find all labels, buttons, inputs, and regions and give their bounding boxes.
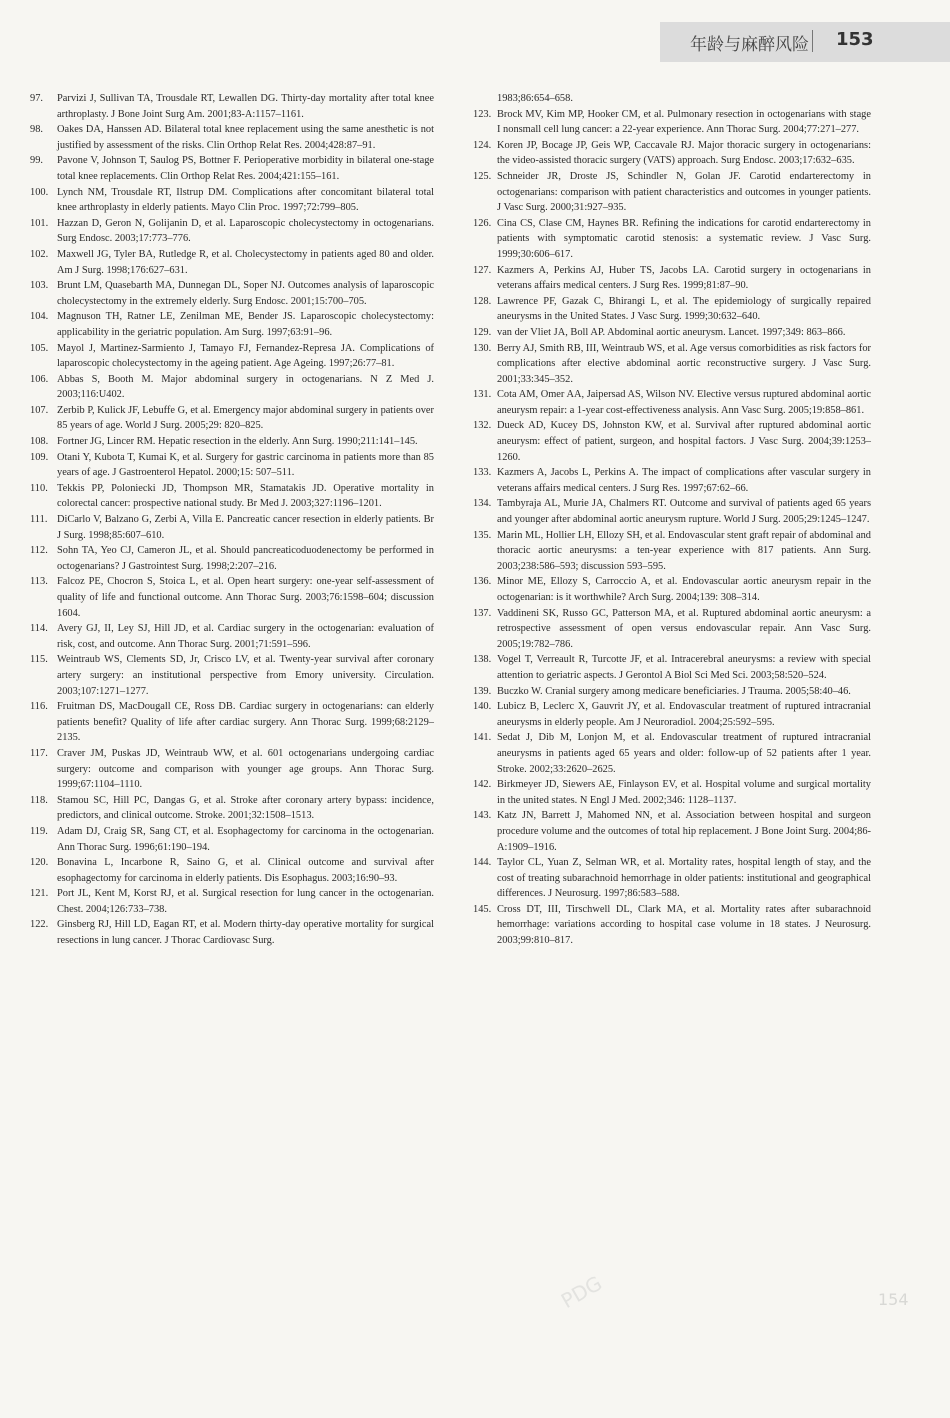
reference-number: 118.: [30, 794, 48, 806]
reference-text: Hazzan D, Geron N, Golijanin D, et al. Laparoscopic cholecystectomy in octogenarians. Surg Endosc. 2003;17:773–776.: [57, 217, 434, 245]
reference-number: 110.: [30, 482, 48, 494]
reference-number: 103.: [30, 280, 49, 292]
header-divider: [812, 30, 813, 52]
reference-item: [30, 403, 434, 434]
reference-item: [30, 824, 434, 855]
reference-text: Lynch NM, Trousdale RT, Ilstrup DM. Complications after concomitant bilateral total knee arthroplasty in elderly patients. Mayo Clin Proc. 1997;72:799–805.: [57, 186, 434, 214]
reference-text: Fortner JG, Lincer RM. Hepatic resection in the elderly. Ann Surg. 1990;211:141–145.: [57, 436, 418, 448]
reference-number: 140.: [473, 701, 492, 713]
reference-number: 144.: [473, 857, 492, 869]
reference-item: [30, 481, 434, 512]
reference-item: [473, 107, 871, 138]
reference-number: 142.: [473, 779, 492, 791]
reference-item: [30, 574, 434, 621]
reference-text: Ginsberg RJ, Hill LD, Eagan RT, et al. Modern thirty-day operative mortality for surgical resections in lung cancer. J Thorac Cardiovasc Surg.: [57, 919, 434, 947]
reference-item: [30, 917, 434, 948]
reference-number: 126.: [473, 217, 492, 229]
reference-text: van der Vliet JA, Boll AP. Abdominal aortic aneurysm. Lancet. 1997;349: 863–866.: [497, 326, 846, 338]
reference-item: [473, 387, 871, 418]
reference-text: Berry AJ, Smith RB, III, Weintraub WS, et al. Age versus comorbidities as risk factors for complications after elective abdominal aortic reconstructive surgery. J Vasc Surg. 2001;33:345–352.: [497, 342, 871, 385]
reference-number: 133.: [473, 467, 492, 479]
reference-item: [473, 730, 871, 777]
reference-number: 127.: [473, 264, 492, 276]
reference-item: [30, 278, 434, 309]
running-header-title: 年龄与麻醉风险: [690, 35, 809, 55]
reference-item: [473, 465, 871, 496]
reference-number: 119.: [30, 825, 48, 837]
reference-number: 98.: [30, 124, 43, 136]
reference-text: Katz JN, Barrett J, Mahomed NN, et al. Association between hospital and surgeon procedure volume and the outcomes of total hip replacement. J Bone Joint Surg. 2004;86-A:1909–1916.: [497, 810, 871, 853]
reference-item: [30, 793, 434, 824]
reference-item: [30, 746, 434, 793]
reference-text: Marin ML, Hollier LH, Ellozy SH, et al. Endovascular stent graft repair of abdominal and thoracic aortic aneurysms: a ten-year experience with 817 patients. Ann Surg. 2003;238:586–593; discussion 593–595.: [497, 529, 871, 572]
reference-text: Avery GJ, II, Ley SJ, Hill JD, et al. Cardiac surgery in the octogenarian: evaluation of risk, cost, and outcome. Ann Thorac Surg. 2001;71:591–596.: [57, 623, 434, 650]
reference-text: Pavone V, Johnson T, Saulog PS, Bottner F. Perioperative morbidity in bilateral one-stage total knee replacements. Clin Orthop Relat Res. 2004;421:155–161.: [57, 155, 434, 182]
watermark: PDG: [556, 1270, 607, 1314]
reference-item: [473, 496, 871, 527]
reference-item: [30, 652, 434, 699]
reference-item: [30, 153, 434, 184]
reference-item: [473, 855, 871, 902]
reference-number: 137.: [473, 607, 492, 619]
reference-text: Brunt LM, Quasebarth MA, Dunnegan DL, Soper NJ. Outcomes analysis of laparoscopic cholecystectomy in the extremely elderly. Surg Endosc. 2001;15:700–705.: [57, 280, 434, 307]
reference-item: [30, 372, 434, 403]
reference-item: [30, 247, 434, 278]
right-reference-column: [473, 91, 871, 949]
reference-number: 139.: [473, 685, 492, 697]
reference-item: [473, 808, 871, 855]
reference-text: Taylor CL, Yuan Z, Selman WR, et al. Mortality rates, hospital length of stay, and the cost of treating subarachnoid hemorrhage in older patients: institutional and geographical differences. J Neurosurg. 1997;86:583–588.: [497, 857, 871, 900]
reference-item: [473, 902, 871, 949]
reference-text: Falcoz PE, Chocron S, Stoica L, et al. Open heart surgery: one-year self-assessment of quality of life and functional outcome. Ann Thorac Surg. 2003;76:1598–604; discussion 1604.: [57, 576, 434, 619]
reference-text: Brock MV, Kim MP, Hooker CM, et al. Pulmonary resection in octogenarians with stage I nonsmall cell lung cancer: a 22-year experience. Ann Thorac Surg. 2004;77:271–277.: [497, 108, 871, 136]
reference-number: 138.: [473, 654, 492, 666]
reference-text: Minor ME, Ellozy S, Carroccio A, et al. Endovascular aortic aneurysm repair in the octogenarian: is it worthwhile? Arch Surg. 2004;139: 308–314.: [497, 576, 871, 603]
reference-item: [473, 169, 871, 216]
reference-number: 113.: [30, 576, 48, 588]
reference-number: 105.: [30, 342, 49, 354]
reference-item: [30, 621, 434, 652]
reference-number: 122.: [30, 919, 49, 931]
reference-number: 114.: [30, 623, 48, 635]
reference-text: Otani Y, Kubota T, Kumai K, et al. Surgery for gastric carcinoma in patients more than 85 years of age. J Gastroenterol Hepatol. 2000;15: 507–511.: [57, 451, 434, 479]
reference-item: [473, 325, 871, 341]
reference-item: [30, 434, 434, 450]
reference-number: 124.: [473, 139, 492, 151]
reference-number: 129.: [473, 326, 492, 338]
reference-text: Dueck AD, Kucey DS, Johnston KW, et al. Survival after ruptured abdominal aortic aneurysm: effect of patient, surgeon, and hospital factors. J Vasc Surg. 2004;39:1253–1260.: [497, 420, 871, 463]
reference-text: Tambyraja AL, Murie JA, Chalmers RT. Outcome and survival of patients aged 65 years and younger after abdominal aortic aneurysm rupture. World J Surg. 2005;29:1245–1247.: [497, 498, 871, 526]
reference-item: [473, 574, 871, 605]
reference-item: [30, 450, 434, 481]
reference-number: 101.: [30, 217, 49, 229]
reference-number: 132.: [473, 420, 492, 432]
reference-item: [30, 216, 434, 247]
reference-number: 104.: [30, 311, 49, 323]
reference-text: Magnuson TH, Ratner LE, Zenilman ME, Bender JS. Laparoscopic cholecystectomy: applicability in the geriatric population. Am Surg. 1997;63:91–96.: [57, 311, 434, 338]
reference-text: Abbas S, Booth M. Major abdominal surgery in octogenarians. N Z Med J. 2003;116:U402.: [57, 373, 434, 401]
reference-text: Schneider JR, Droste JS, Schindler N, Golan JF. Carotid endarterectomy in octogenarians: comparison with patient characteristics and outcomes in younger patients. J Vasc Surg. 2000;31:927–935.: [497, 170, 871, 214]
reference-number: 125.: [473, 170, 492, 182]
reference-number: 108.: [30, 436, 49, 448]
reference-text: Fruitman DS, MacDougall CE, Ross DB. Cardiac surgery in octogenarians: can elderly patients benefit? Quality of life after cardiac surgery. Ann Thorac Surg. 1999;68:2129–2135.: [57, 701, 434, 744]
reference-text: Sohn TA, Yeo CJ, Cameron JL, et al. Should pancreaticoduodenectomy be performed in octogenarians? J Gastrointest Surg. 1998;2:207–216.: [57, 545, 434, 572]
reference-number: 130.: [473, 342, 492, 354]
reference-text: Cota AM, Omer AA, Jaipersad AS, Wilson NV. Elective versus ruptured abdominal aortic aneurysm repair: a 1-year cost-effectiveness analysis. Ann Vasc Surg. 2005;19:858–861.: [497, 389, 871, 416]
reference-number: 107.: [30, 404, 49, 416]
reference-number: 112.: [30, 545, 48, 557]
reference-text: Kazmers A, Perkins AJ, Huber TS, Jacobs LA. Carotid surgery in octogenarians in veterans affairs medical centers. J Surg Res. 1999;81:87–90.: [497, 264, 871, 292]
reference-number: 115.: [30, 654, 48, 666]
reference-number: 116.: [30, 701, 48, 713]
reference-number: 131.: [473, 389, 492, 401]
reference-number: 102.: [30, 248, 49, 260]
reference-text: Zerbib P, Kulick JF, Lebuffe G, et al. Emergency major abdominal surgery in patients over 85 years of age. World J Surg. 2005;29: 820–825.: [57, 404, 434, 432]
reference-text: Lubicz B, Leclerc X, Gauvrit JY, et al. Endovascular treatment of ruptured intracranial aneurysms in elderly people. Am J Neuroradiol. 2004;25:592–595.: [497, 701, 871, 728]
reference-text: Birkmeyer JD, Siewers AE, Finlayson EV, et al. Hospital volume and surgical mortality in the united states. N Engl J Med. 2002;346: 1128–1137.: [497, 779, 871, 806]
reference-text: Cina CS, Clase CM, Haynes BR. Refining the indications for carotid endarterectomy in patients with symptomatic carotid stenosis: a systematic review. J Vasc Surg. 1999;30:606–617.: [497, 217, 871, 260]
reference-number: 99.: [30, 155, 43, 167]
reference-item: [473, 263, 871, 294]
reference-text: Kazmers A, Jacobs L, Perkins A. The impact of complications after vascular surgery in veterans affairs medical centers. J Surg Res. 1997;67:62–66.: [497, 467, 871, 494]
reference-item: [30, 341, 434, 372]
reference-item: [473, 652, 871, 683]
reference-text: Stamou SC, Hill PC, Dangas G, et al. Stroke after coronary artery bypass: incidence, predictors, and clinical outcome. Stroke. 2001;32:1508–1513.: [57, 794, 434, 822]
reference-item: [30, 543, 434, 574]
reference-item: [473, 528, 871, 575]
reference-text: Koren JP, Bocage JP, Geis WP, Caccavale RJ. Major thoracic surgery in octogenarians: the video-assisted thoracic surgery (VATS) approach. Surg Endosc. 2003;17:632–635.: [497, 139, 871, 167]
reference-number: 97.: [30, 93, 43, 104]
reference-text: Port JL, Kent M, Korst RJ, et al. Surgical resection for lung cancer in the octogenarian. Chest. 2004;126:733–738.: [57, 888, 434, 915]
reference-number: 100.: [30, 186, 49, 198]
reference-number: 134.: [473, 498, 492, 510]
reference-text: Weintraub WS, Clements SD, Jr, Crisco LV, et al. Twenty-year survival after coronary artery surgery: an institutional perspective from Emory university. Circulation. 2003;107:1271–1277.: [57, 654, 434, 697]
reference-text: Tekkis PP, Poloniecki JD, Thompson MR, Stamatakis JD. Operative mortality in colorectal cancer: prospective national study. Br Med J. 2003;327:1196–1201.: [57, 482, 434, 510]
bleed-through-page-number: 154: [878, 1290, 909, 1309]
reference-text: Adam DJ, Craig SR, Sang CT, et al. Esophagectomy for carcinoma in the octogenarian. Ann Thorac Surg. 1996;61:190–194.: [57, 825, 434, 853]
reference-item: [473, 138, 871, 169]
reference-number: 106.: [30, 373, 49, 385]
reference-item: [30, 886, 434, 917]
reference-item: [473, 606, 871, 653]
reference-text: Buczko W. Cranial surgery among medicare beneficiaries. J Trauma. 2005;58:40–46.: [497, 685, 851, 697]
reference-text: DiCarlo V, Balzano G, Zerbi A, Villa E. Pancreatic cancer resection in elderly patients. Br J Surg. 1998;85:607–610.: [57, 514, 434, 541]
reference-number: 128.: [473, 295, 492, 307]
reference-number: 143.: [473, 810, 492, 822]
reference-item: [30, 699, 434, 746]
page-number: 153: [836, 29, 874, 50]
reference-number: 141.: [473, 732, 492, 744]
reference-text: Vaddineni SK, Russo GC, Patterson MA, et al. Ruptured abdominal aortic aneurysm: a retrospective assessment of open versus endovascular repair. Ann Vasc Surg. 2005;19:782–786.: [497, 607, 871, 650]
reference-number: 111.: [30, 514, 48, 526]
reference-number: 120.: [30, 857, 49, 869]
left-reference-column: [30, 91, 434, 949]
reference-item: [473, 418, 871, 465]
reference-text: Maxwell JG, Tyler BA, Rutledge R, et al. Cholecystectomy in patients aged 80 and older. Am J Surg. 1998;176:627–631.: [57, 248, 434, 276]
reference-item: [30, 512, 434, 543]
reference-item: [473, 294, 871, 325]
reference-text: Craver JM, Puskas JD, Weintraub WW, et al. 601 octogenarians undergoing cardiac surgery: outcome and comparison with younger age groups. Ann Thorac Surg. 1999;67:1104–1110.: [57, 747, 434, 791]
reference-number: 117.: [30, 747, 48, 759]
reference-number: 136.: [473, 576, 492, 588]
reference-text: Vogel T, Verreault R, Turcotte JF, et al. Intracerebral aneurysms: a review with special attention to geriatric aspects. J Gerontol A Biol Sci Med Sci. 2003;58:520–524.: [497, 654, 871, 681]
reference-text: Cross DT, III, Tirschwell DL, Clark MA, et al. Mortality rates after subarachnoid hemorrhage: variations according to hospital case volume in 18 states. J Neurosurg. 2003;99:810–817.: [497, 903, 871, 947]
reference-text: Mayol J, Martinez-Sarmiento J, Tamayo FJ, Fernandez-Represa JA. Complications of laparoscopic cholecystectomy in the ageing patient. Age Ageing. 1997;26:77–81.: [57, 342, 434, 370]
reference-item: [30, 122, 434, 153]
reference-text: Oakes DA, Hanssen AD. Bilateral total knee replacement using the same anesthetic is not justified by assessment of the risks. Clin Orthop Relat Res. 2004;428:87–91.: [57, 124, 434, 151]
reference-item: [30, 185, 434, 216]
reference-item: [473, 684, 871, 700]
reference-text: Sedat J, Dib M, Lonjon M, et al. Endovascular treatment of ruptured intracranial aneurysms in patients aged 65 years and older: follow-up of 52 patients after 1 year. Stroke. 2002;33:2620–2625.: [497, 732, 871, 775]
reference-number: 145.: [473, 903, 492, 915]
continued-reference-text: 1983;86:654–658.: [497, 93, 573, 104]
reference-item: [473, 341, 871, 388]
reference-item: [473, 216, 871, 263]
reference-item: [30, 855, 434, 886]
reference-text: Parvizi J, Sullivan TA, Trousdale RT, Lewallen DG. Thirty-day mortality after total knee arthroplasty. J Bone Joint Surg Am. 2001;83-A:1157–1161.: [57, 93, 434, 120]
reference-text: Bonavina L, Incarbone R, Saino G, et al. Clinical outcome and survival after esophagectomy for carcinoma in elderly patients. Dis Esophagus. 2003;16:90–93.: [57, 857, 434, 884]
reference-number: 121.: [30, 888, 49, 900]
reference-number: 135.: [473, 529, 492, 541]
reference-number: 123.: [473, 108, 492, 120]
reference-item: [473, 699, 871, 730]
reference-text: Lawrence PF, Gazak C, Bhirangi L, et al. The epidemiology of surgically repaired aneurysms in the United States. J Vasc Surg. 1999;30:632–640.: [497, 295, 871, 323]
reference-item: [30, 91, 434, 122]
reference-item: [473, 777, 871, 808]
reference-number: 109.: [30, 451, 49, 463]
reference-item: [30, 309, 434, 340]
